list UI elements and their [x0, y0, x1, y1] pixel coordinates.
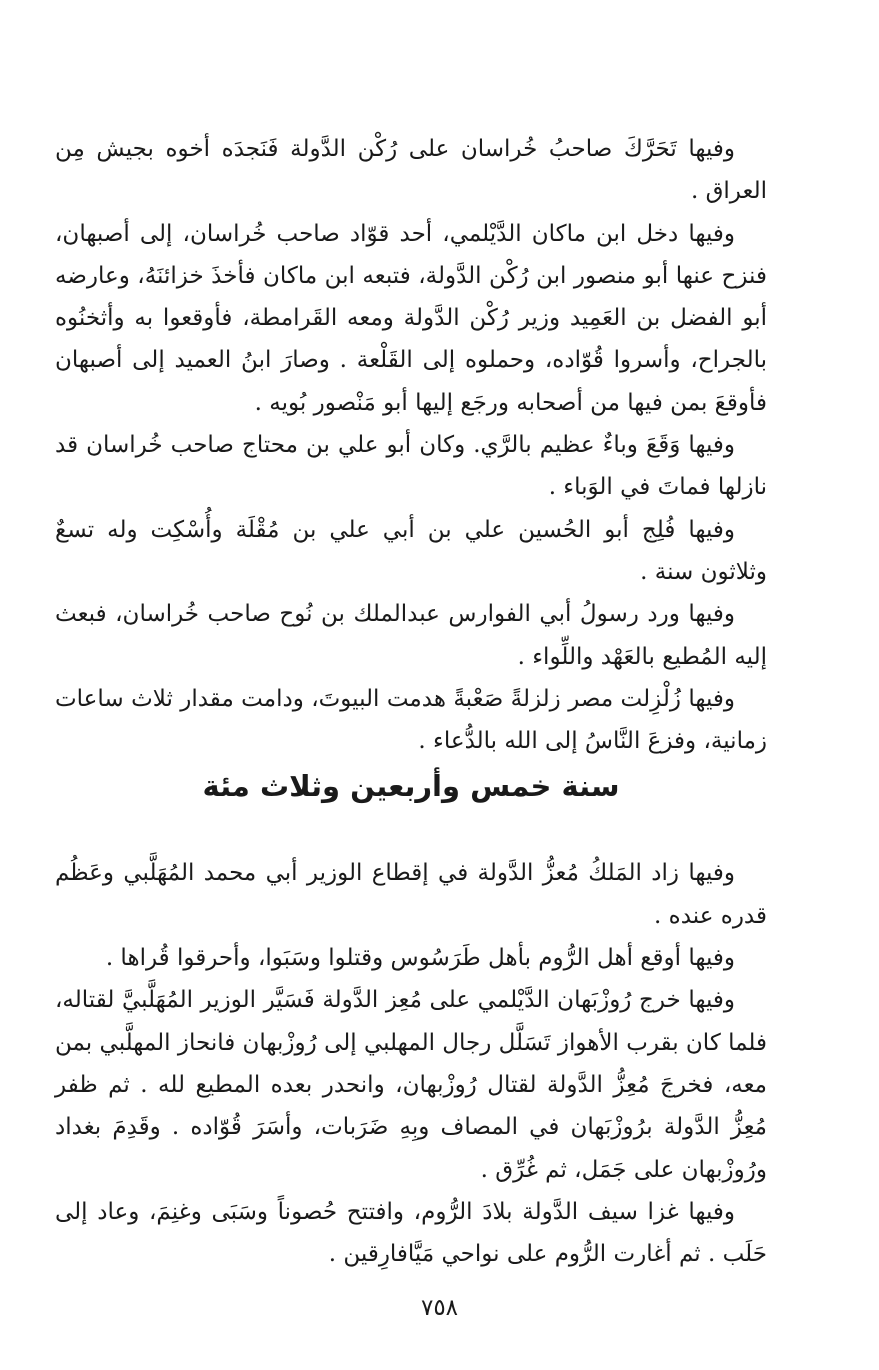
paragraph: وفيها فُلِج أبو الحُسين علي بن أبي علي بن مُقْلَة وأُسْكِت وله تسعٌ وثلاثون سنة .: [55, 516, 767, 585]
paragraph: وفيها غزا سيف الدَّولة بلادَ الرُّوم، وافتتح حُصوناً وسَبَى وغنِمَ، وعاد إلى حَلَب . ثم أغارت الرُّوم على نواحي مَيَّافارِقين .: [55, 1198, 767, 1268]
paragraph: وفيها دخل ابن ماكان الدَّيْلمي، أحد قوّاد صاحب خُراسان، إلى أصبهان، فنزح عنها أبو منصور ابن رُكْن الدَّولة، فتبعه ابن ماكان فأخذَ خزائنَهُ، وعارضه أبو الفضل بن العَمِيد وزير رُكْن الدَّولة ومعه القَرامطة، فأوقعوا به وأثخنُوه بالجراح، وأسروا قُوّاده، وحملوه إلى القَلْعة . وصارَ ابنُ العميد إلى أصبهان فأوقعَ بمن فيها من أصحابه ورجَع إليها أبو مَنْصور بُويه .: [55, 220, 767, 416]
paragraph: وفيها خرج رُوزْبَهان الدَّيْلمي على مُعِز الدَّولة فَسَيَّر الوزير المُهَلَّبيَّ لقتاله، فلما كان بقرب الأهواز تَسَلَّل رجال المهلبي إلى رُوزْبهان فانحاز المهلَّبي بمن معه، فخرجَ مُعِزُّ الدَّولة لقتال رُوزْبهان، وانحدر بعده المطيع لله . ثم ظفر مُعِزُّ الدَّولة برُوزْبَهان في المصاف وبِهِ ضَرَبات، وأسَرَ قُوّاده . وقَدِمَ بغداد ورُوزْبهان على جَمَل، ثم غُرِّق .: [55, 987, 767, 1183]
paragraph: وفيها أوقع أهل الرُّوم بأهل طَرَسُوس وقتلوا وسَبَوا، وأحرقوا قُراها .: [105, 945, 735, 972]
paragraph: وفيها زُلْزِلت مصر زلزلةً صَعْبةً هدمت البيوتَ، ودامت مقدار ثلاث ساعات زمانية، وفزعَ النَّاسُ إلى الله بالدُّعاء .: [55, 685, 767, 755]
paragraph: وفيها تَحَرَّكَ صاحبُ خُراسان على رُكْن الدَّولة فَنَجدَه أخوه بجيش مِن العراق .: [55, 136, 767, 205]
page-number: ٧٥٨: [420, 1295, 459, 1321]
page-text: [55, 128, 767, 1275]
paragraph: وفيها ورد رسولُ أبي الفوارس عبدالملك بن نُوح صاحب خُراسان، فبعث إليه المُطيع بالعَهْد واللِّواء .: [55, 601, 767, 670]
paragraph: وفيها زاد المَلكُ مُعزُّ الدَّولة في إقطاع الوزير أبي محمد المُهَلَّبي وعَظُم قدره عنده .: [55, 860, 767, 929]
section-heading: سنة خمس وأربعين وثلاث مئة: [202, 769, 620, 804]
paragraph: وفيها وَقَعَ وباءٌ عظيم بالرَّي. وكان أبو علي بن محتاج صاحب خُراسان قد نازلها فماتَ في الوَباء .: [55, 432, 767, 501]
